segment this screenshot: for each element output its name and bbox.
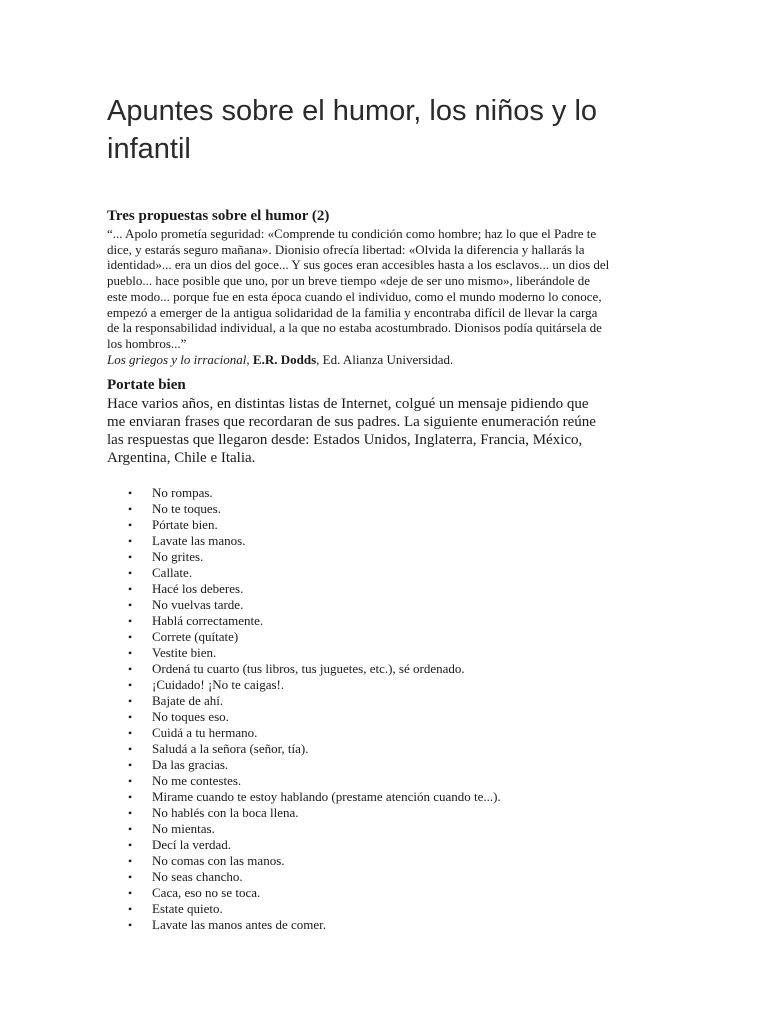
list-item <box>107 629 667 645</box>
list-item-text: Lavate las manos antes de comer. <box>152 916 326 932</box>
document-page <box>107 92 667 933</box>
bullet-icon: • <box>128 693 133 708</box>
list-item <box>107 885 667 901</box>
list-item <box>107 757 667 773</box>
list-item <box>107 517 667 533</box>
bullet-icon: • <box>128 517 133 532</box>
bullet-icon: • <box>128 501 133 516</box>
list-item <box>107 837 667 853</box>
list-item-text: No grites. <box>152 548 204 564</box>
list-item <box>107 917 667 933</box>
list-item <box>107 869 667 885</box>
citation-separator: , <box>246 351 253 367</box>
bullet-icon: • <box>128 549 133 564</box>
list-item <box>107 677 667 693</box>
bullet-icon: • <box>128 853 133 868</box>
citation-publisher: , Ed. Alianza Universidad. <box>316 351 454 367</box>
bullet-icon: • <box>128 773 133 788</box>
section-heading-humor: Tres propuestas sobre el humor (2) <box>107 208 330 224</box>
quote-line: empezó a emerger de la antigua solidaridad de la familia y encontraba difícil de llevar la carga <box>107 304 598 320</box>
bullet-icon: • <box>128 661 133 676</box>
list-item <box>107 901 667 917</box>
list-item-text: No mientas. <box>152 820 215 836</box>
bullet-icon: • <box>128 597 133 612</box>
list-item-text: Estate quieto. <box>152 900 223 916</box>
bullet-icon: • <box>128 485 133 500</box>
quote-line: identidad»... era un dios del goce... Y sus goces eran accesibles hasta a los esclavos... un dios del <box>107 257 610 273</box>
list-item-text: No comas con las manos. <box>152 852 285 868</box>
bullet-icon: • <box>128 789 133 804</box>
list-item-text: Cuidá a tu hermano. <box>152 724 258 740</box>
intro-line: Argentina, Chile e Italia. <box>107 449 256 466</box>
list-item-text: No te toques. <box>152 500 221 516</box>
citation <box>107 352 667 368</box>
list-item-text: Vestite bien. <box>152 644 217 660</box>
list-item-text: No toques eso. <box>152 708 229 724</box>
section-heading-portate-bien: Portate bien <box>107 376 186 393</box>
list-item-text: Correte (quítate) <box>152 628 239 644</box>
bullet-icon: • <box>128 821 133 836</box>
list-item <box>107 597 667 613</box>
bullet-icon: • <box>128 885 133 900</box>
document-title <box>107 92 667 168</box>
list-item-text: Pórtate bien. <box>152 516 218 532</box>
bullet-icon: • <box>128 837 133 852</box>
list-item <box>107 565 667 581</box>
list-item-text: Hacé los deberes. <box>152 580 244 596</box>
list-item <box>107 581 667 597</box>
quote-line: de la responsabilidad individual, a la que no estaba acostumbrado. Dionisos podía quitársela de <box>107 320 602 336</box>
list-item-text: No hablés con la boca llena. <box>152 804 299 820</box>
list-item-text: No vuelvas tarde. <box>152 596 244 612</box>
document-title-line1: Apuntes sobre el humor, los niños y lo <box>107 95 598 127</box>
list-item <box>107 693 667 709</box>
bullet-icon: • <box>128 901 133 916</box>
bullet-icon: • <box>128 917 133 932</box>
list-item <box>107 661 667 677</box>
intro-line: las respuestas que llegaron desde: Estados Unidos, Inglaterra, Francia, México, <box>107 431 583 448</box>
list-item-text: Mirame cuando te estoy hablando (prestame atención cuando te...). <box>152 788 501 804</box>
intro-line: me enviaran frases que recordaran de sus padres. La siguiente enumeración reúne <box>107 413 596 430</box>
list-item <box>107 741 667 757</box>
list-item <box>107 789 667 805</box>
citation-book-title: Los griegos y lo irracional <box>107 351 247 367</box>
quote-line: los hombros...” <box>107 335 187 351</box>
bullet-icon: • <box>128 533 133 548</box>
quote-line: dice, y estarás seguro mañana». Dionisio ofrecía libertad: «Olvida la diferencia y hallarás la <box>107 241 585 257</box>
bullet-icon: • <box>128 805 133 820</box>
list-item-text: Bajate de ahí. <box>152 692 224 708</box>
list-item <box>107 549 667 565</box>
list-item <box>107 485 667 501</box>
list-item <box>107 709 667 725</box>
list-item-text: Da las gracias. <box>152 756 229 772</box>
list-item <box>107 725 667 741</box>
bullet-icon: • <box>128 629 133 644</box>
bullet-icon: • <box>128 677 133 692</box>
bullet-icon: • <box>128 757 133 772</box>
intro-line: Hace varios años, en distintas listas de Internet, colgué un mensaje pidiendo que <box>107 395 589 412</box>
list-item-text: Decí la verdad. <box>152 836 232 852</box>
list-item <box>107 853 667 869</box>
quote-line: pueblo... hace posible que uno, por un breve tiempo «deje de ser uno mismo», liberándole de <box>107 273 591 289</box>
list-item-text: Ordená tu cuarto (tus libros, tus juguetes, etc.), sé ordenado. <box>152 660 465 676</box>
bullet-icon: • <box>128 581 133 596</box>
intro-paragraph <box>107 395 667 467</box>
list-item-text: Hablá correctamente. <box>152 612 264 628</box>
list-item-text: No me contestes. <box>152 772 242 788</box>
bullet-icon: • <box>128 725 133 740</box>
citation-author: E.R. Dodds <box>252 351 317 367</box>
bullet-icon: • <box>128 709 133 724</box>
document-title-line2: infantil <box>107 133 191 165</box>
list-item <box>107 533 667 549</box>
list-item-text: Caca, eso no se toca. <box>152 884 261 900</box>
quote-line: este modo... porque fue en esta época cuando el individuo, como el mundo moderno lo conoce, <box>107 288 602 304</box>
list-item-text: No rompas. <box>152 484 213 500</box>
list-item <box>107 613 667 629</box>
list-item-text: Saludá a la señora (señor, tía). <box>152 740 309 756</box>
bullet-icon: • <box>128 565 133 580</box>
list-item-text: Callate. <box>152 564 193 580</box>
bullet-icon: • <box>128 741 133 756</box>
list-item <box>107 501 667 517</box>
bullet-icon: • <box>128 645 133 660</box>
list-item <box>107 645 667 661</box>
quote-line: “... Apolo prometía seguridad: «Comprende tu condición como hombre; haz lo que el Padre te <box>107 226 597 241</box>
list-item-text: No seas chancho. <box>152 868 243 884</box>
list-item <box>107 821 667 837</box>
bullet-icon: • <box>128 869 133 884</box>
parent-phrases-list <box>107 485 667 933</box>
list-item-text: Lavate las manos. <box>152 532 246 548</box>
bullet-icon: • <box>128 613 133 628</box>
list-item-text: ¡Cuidado! ¡No te caigas!. <box>152 676 285 692</box>
list-item <box>107 805 667 821</box>
dodds-quote <box>107 226 667 352</box>
list-item <box>107 773 667 789</box>
